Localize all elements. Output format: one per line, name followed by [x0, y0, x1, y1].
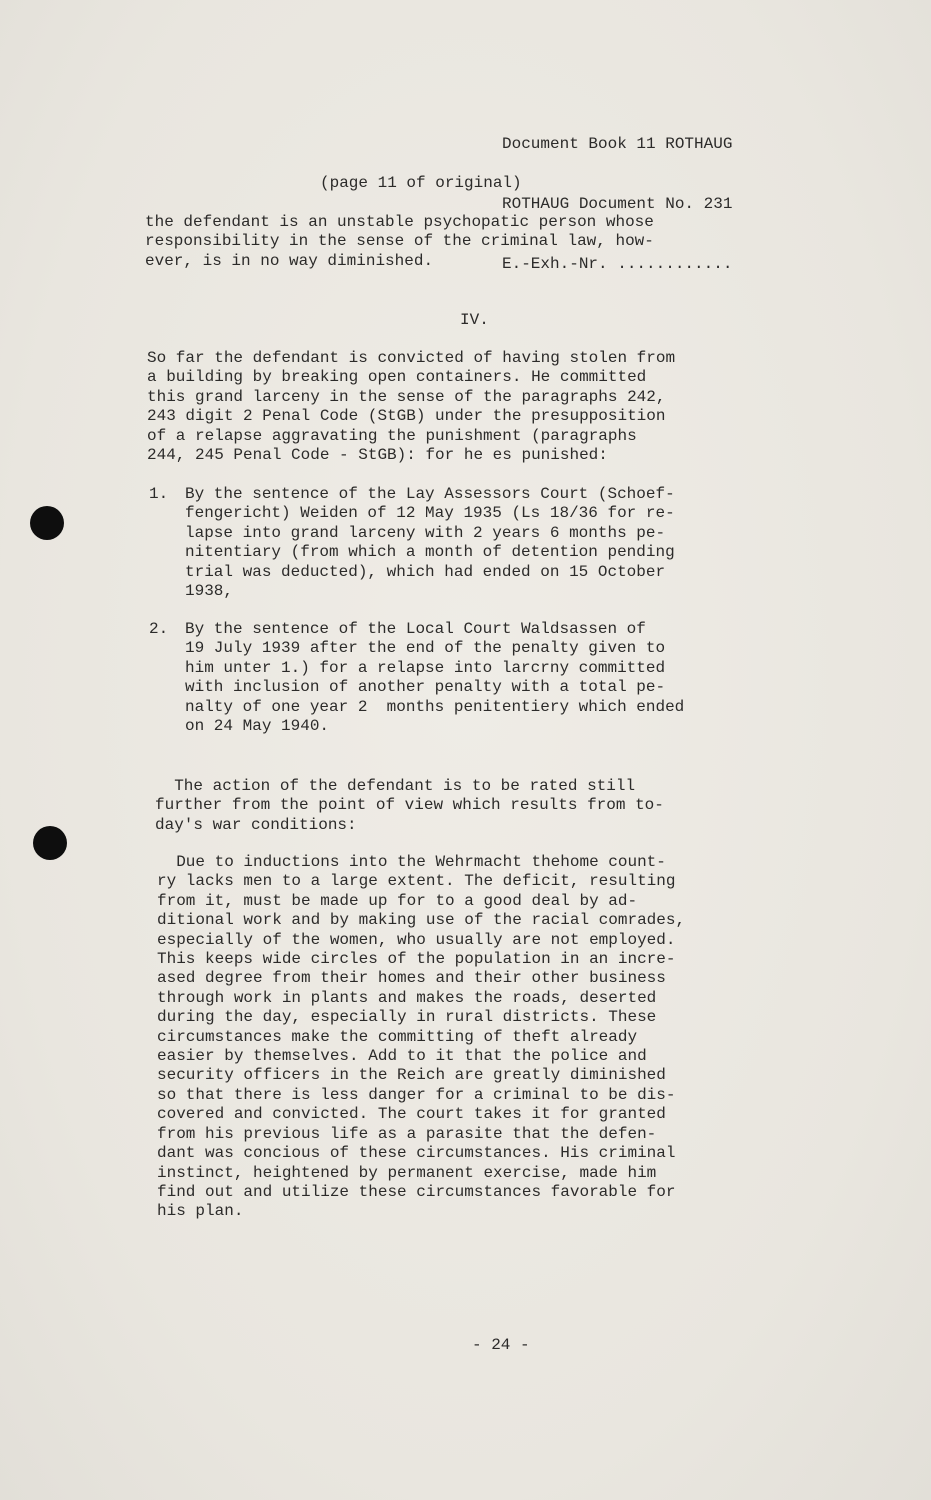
header-line-book: Document Book 11 ROTHAUG	[502, 135, 733, 153]
page-number: - 24 -	[472, 1336, 530, 1354]
war-conditions-paragraph: Due to inductions into the Wehrmacht thehome count- ry lacks men to a large extent. The deficit, resulting from it, must be made up for to a good deal by ad- ditional work and by making use of the racial comrades, especially of the women, who usually are not employed. This keeps wide circles of the population in an incre- ased degree from their homes and their other business through work in plants and makes the roads, deserted during the day, especially in rural districts. These circumstances make the committing of theft already easier by themselves. Add to it that the police and security officers in the Reich are greatly diminished so that there is less danger for a criminal to be dis- covered and convicted. The court takes it for granted from his previous life as a parasite that the defen- dant was concious of these circumstances. His criminal instinct, heightened by permanent exercise, made him find out and utilize these circumstances favorable for his plan.	[157, 853, 686, 1221]
punch-hole	[30, 506, 64, 540]
action-paragraph: The action of the defendant is to be rated still further from the point of view which results from to- day's war conditions:	[155, 777, 664, 834]
document-header	[502, 94, 732, 314]
header-line-exhibit-no: E.-Exh.-Nr. ............	[502, 255, 733, 273]
list-item	[149, 620, 685, 736]
list-item	[149, 485, 675, 601]
header-line-document-no: ROTHAUG Document No. 231	[502, 195, 733, 213]
punch-hole	[33, 826, 67, 860]
section-number: IV.	[460, 311, 489, 329]
list-item-text: By the sentence of the Local Court Waldsassen of 19 July 1939 after the end of the penalty given to him unter 1.) for a relapse into larcrny committed with inclusion of another penalty with a total pe- nalty of one year 2 months penitentiery which ended on 24 May 1940.	[185, 620, 685, 736]
list-item-text: By the sentence of the Lay Assessors Court (Schoef- fengericht) Weiden of 12 May 1935 (Ls 18/36 for re- lapse into grand larceny with 2 years 6 months pe- nitentiary (from which a month of detention pending trial was deducted), which had ended on 15 October 1938,	[185, 485, 675, 601]
list-item-number: 2.	[149, 620, 169, 638]
intro-paragraph: the defendant is an unstable psychopatic person whose responsibility in the sense of the criminal law, how- ever, is in no way diminished.	[145, 213, 654, 270]
list-item-number: 1.	[149, 485, 169, 503]
main-paragraph: So far the defendant is convicted of having stolen from a building by breaking open containers. He committed this grand larceny in the sense of the paragraphs 242, 243 digit 2 Penal Code (StGB) under the presupposition of a relapse aggravating the punishment (paragraphs 244, 245 Penal Code - StGB): for he es punished:	[147, 349, 676, 465]
original-page-reference: (page 11 of original)	[320, 174, 522, 192]
